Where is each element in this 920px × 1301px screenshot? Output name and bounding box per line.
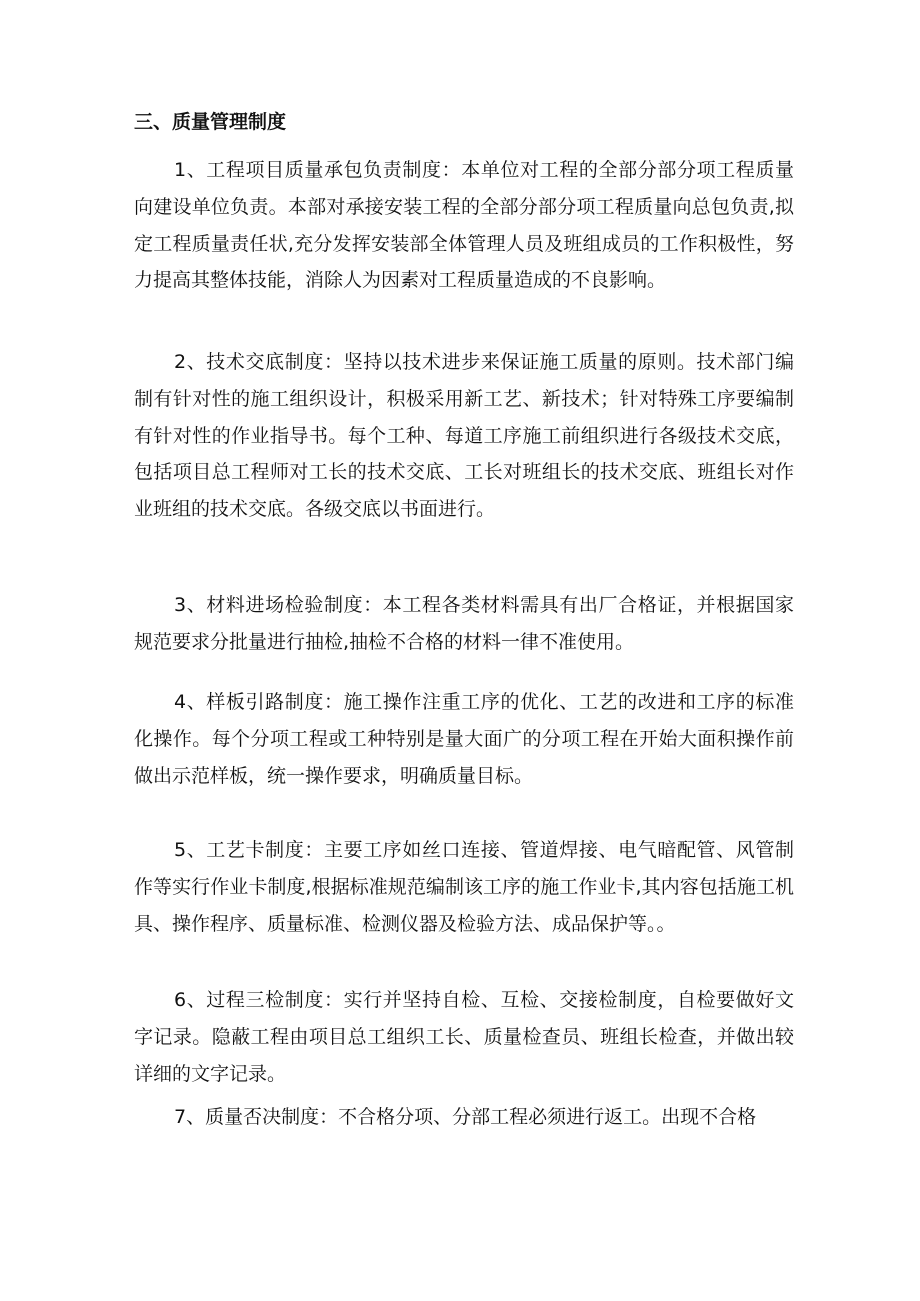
paragraph-1: 1、工程项目质量承包负责制度：本单位对工程的全部分部分项工程质量向建设单位负责。本部对承接安装工程的全部分部分项工程质量向总包负责,拟定工程质量责任状,充分发挥安装部全体管理人员及班组成员的工作积极性，努力提高其整体技能，消除人为因素对工程质量造成的不良影响。 [134,159,794,292]
paragraph-7: 7、质量否决制度：不合格分项、分部工程必须进行返工。出现不合格 [174,1106,757,1128]
paragraph-4: 4、样板引路制度：施工操作注重工序的优化、工艺的改进和工序的标准化操作。每个分项工程或工种特别是量大面广的分项工程在开始大面积操作前做出示范样板，统一操作要求，明确质量目标。 [134,691,794,787]
paragraph-3: 3、材料进场检验制度：本工程各类材料需具有出厂合格证，并根据国家规范要求分批量进行抽检,抽检不合格的材料一律不准使用。 [134,594,794,653]
paragraph-6: 6、过程三检制度：实行并坚持自检、互检、交接检制度，自检要做好文字记录。隐蔽工程由项目总工组织工长、质量检查员、班组长检查，并做出较详细的文字记录。 [134,989,794,1085]
paragraph-5: 5、工艺卡制度：主要工序如丝口连接、管道焊接、电气暗配管、风管制作等实行作业卡制度,根据标准规范编制该工序的施工作业卡,其内容包括施工机具、操作程序、质量标准、检测仪器及检验方法、成品保护等。。 [134,839,794,935]
paragraph-2: 2、技术交底制度：坚持以技术进步来保证施工质量的原则。技术部门编制有针对性的施工组织设计，积极采用新工艺、新技术；针对特殊工序要编制有针对性的作业指导书。每个工种、每道工序施工前组织进行各级技术交底，包括项目总工程师对工长的技术交底、工长对班组长的技术交底、班组长对作业班组的技术交底。各级交底以书面进行。 [134,351,794,521]
section-heading: 三、质量管理制度 [134,111,287,133]
